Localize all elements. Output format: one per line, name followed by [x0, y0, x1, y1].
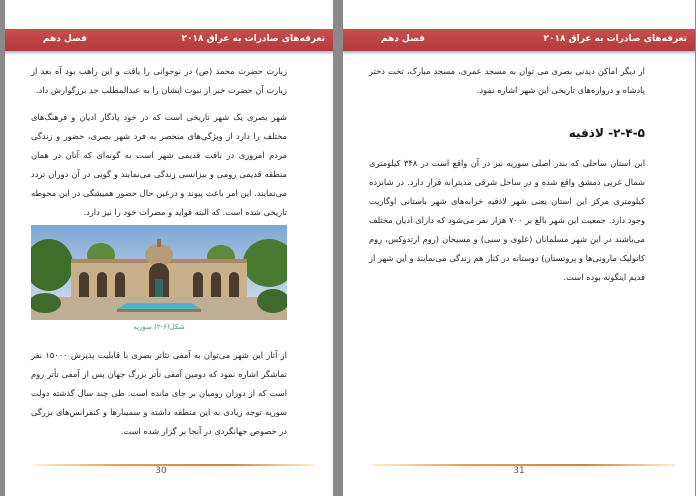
- paragraph-latakia: این استان ساحلی که بندر اصلی سوریه نیز در آن واقع است در ۳۴۸ کیلومتری شمال غربی دمشق واقع شده و در ساحل شرقی مدیترانه قرار دارد. در شانزده کیلومتری مرکز این استان یعنی شهر لاذقیه خرابه‌های شهر باستانی اوگاریت وجود دارد. جمعیت این شهر بالغ بر ۷۰۰ هزار نفر می‌شود که دارای ادیان مختلف می‌باشند در این شهر مسلمانان (علوی و سنی) و مسیحان (روم ارتدوکس، روم کاتولیک مارونی‌ها و پروتستان) دوستانه در کنار هم زندگی می‌نمایند و این شهر از قدیم اینگونه بوده است.: [369, 158, 645, 282]
- section-heading: ۲-۴-۵- لاذقیه: [568, 126, 645, 140]
- figure-caption: شکل(۶-۲) سوریه: [133, 323, 185, 331]
- page-header: [5, 29, 333, 51]
- right-page: [343, 0, 695, 496]
- page-number: 31: [513, 466, 525, 476]
- paragraph-intro: زیارت حضرت محمد (ص) در نوجوانی را یافت و این راهب بود آه بعد از زیارت آن حضرت خبر از نبوت ایشان را به عبدالمطلب جد برزگوارش داد.: [31, 66, 287, 95]
- header-shadow: [343, 51, 695, 55]
- paragraph-busra: شهر بصری یک شهر تاریخی است که در خود یادگار ادیان و فرهنگ‌های مختلف را دارد از ویژگی‌های منحصر به فرد شهر بصری، حضور و زندگی مردم امروزی در بافت قدیمی شهر است به گونه‌ای که آنان در همان منطقه قدیمی رومی و بیزانسی زندگی می‌نمایند و گویی در آن دوران تردد می‌نمایند. این امر باعث پیوند و درعین حال حضور همیشگی در این محوطه تاریخی شده است. که البته فواید و مضرات خود را نیز دارد.: [31, 112, 287, 217]
- header-book-title: تعرفه‌های صادرات به عراق ۲۰۱۸: [181, 34, 325, 44]
- mosque-photo: [31, 225, 287, 320]
- paragraph-amphitheater: از آثار این شهر می‌توان به آمفی تئاتر بصری با قابلیت پذیرش ۱۵۰۰۰ نفر تماشگر اشاره نمود که دومین آمفی تأتر بزرگ جهان پس از آمفی تأتر روم است که از دوران رومیان بر جای مانده است. طی چند سال گذشته دولت سوریه توجه زیادی به این منطقه داشته و سمینارها و کنفرانس‌های بزرگی در خصوص جهانگردی در آنجا بر گزار شده است.: [31, 350, 287, 436]
- page-number: 30: [155, 466, 167, 476]
- page-header: [343, 29, 695, 51]
- header-chapter: فصل دهم: [43, 34, 87, 44]
- header-shadow: [5, 51, 333, 55]
- header-chapter: فصل دهم: [381, 34, 425, 44]
- paragraph-sites: از دیگر اماکن دیدنی بصری می توان به مسجد عمری، مسجد مبارک، تخت دختر پادشاه و دروازه‌های تاریخی این شهر اشاره نمود.: [369, 66, 645, 95]
- left-page: [5, 0, 333, 496]
- header-book-title: تعرفه‌های صادرات به عراق ۲۰۱۸: [543, 34, 687, 44]
